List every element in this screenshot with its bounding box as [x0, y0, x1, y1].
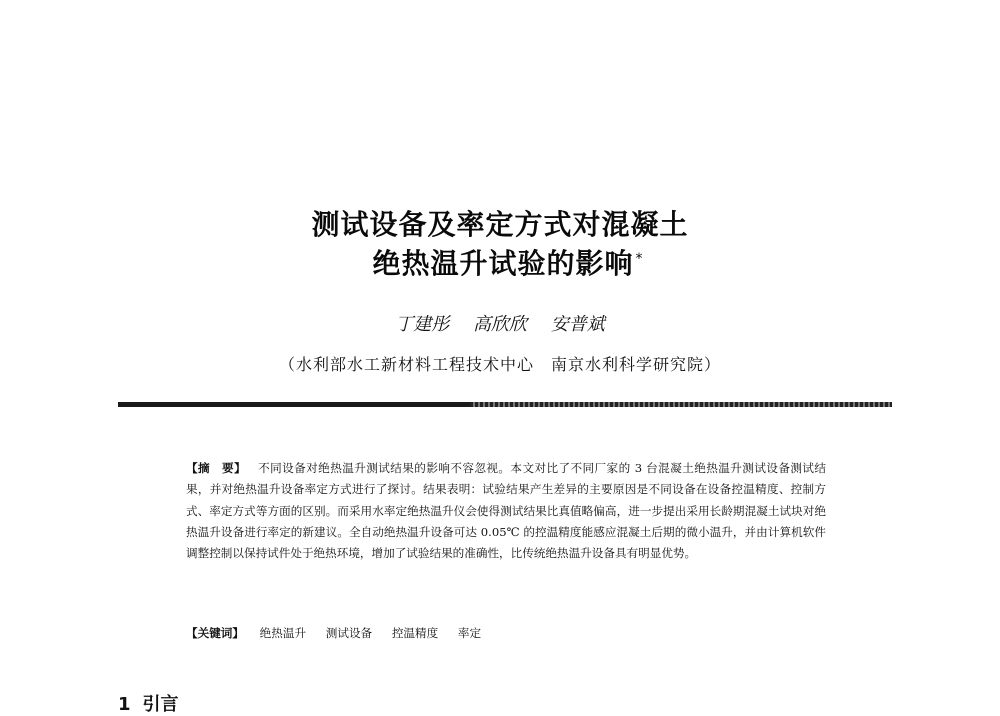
abstract-label: 【摘 要】: [186, 461, 247, 475]
header-divider-texture: [470, 402, 892, 407]
author-name: 安普斌: [550, 314, 605, 335]
keyword: 控温精度: [391, 626, 439, 640]
title-footnote-mark: *: [635, 250, 644, 267]
author-affiliation: （水利部水工新材料工程技术中心 南京水利科学研究院）: [278, 355, 721, 374]
keyword: 测试设备: [325, 626, 373, 640]
keyword: 绝热温升: [259, 626, 307, 640]
author-name: 高欣欣: [473, 314, 527, 335]
paper-title-line-1: 测试设备及率定方式对混凝土: [311, 208, 689, 241]
abstract-text: 不同设备对绝热温升测试结果的影响不容忽视。本文对比了不同厂家的 3 台混凝土绝热温升测试设备测试结果，并对绝热温升设备率定方式进行了探讨。结果表明：试验结果产生差异的主要原因是不同设备在设备控温精度、控制方式、率定方式等方面的区别。而采用水率定绝热温升仪会使得测试结果比真值略偏高，进一步提出采用长龄期混凝土试块对绝热温升设备进行率定的新建议。全自动绝热温升设备可达 0.05℃ 的控温精度能感应混凝土后期的微小温升，并由计算机软件调整控制以保持试件处于绝热环境，增加了试验结果的准确性，比传统绝热温升设备具有明显优势。: [186, 461, 826, 561]
section-number: 1: [118, 694, 131, 715]
section-title: 引言: [142, 694, 179, 715]
section-heading: [118, 690, 179, 716]
paper-title-text: 绝热温升试验的影响: [372, 247, 634, 280]
abstract-block: [186, 458, 826, 564]
author-name: 丁建彤: [395, 314, 450, 335]
paper-title-line-2: [8, 242, 1000, 282]
keywords-block: [186, 625, 826, 641]
author-list: [0, 310, 1000, 336]
keywords-label: 【关键词】: [186, 626, 244, 640]
keyword: 率定: [457, 626, 482, 640]
